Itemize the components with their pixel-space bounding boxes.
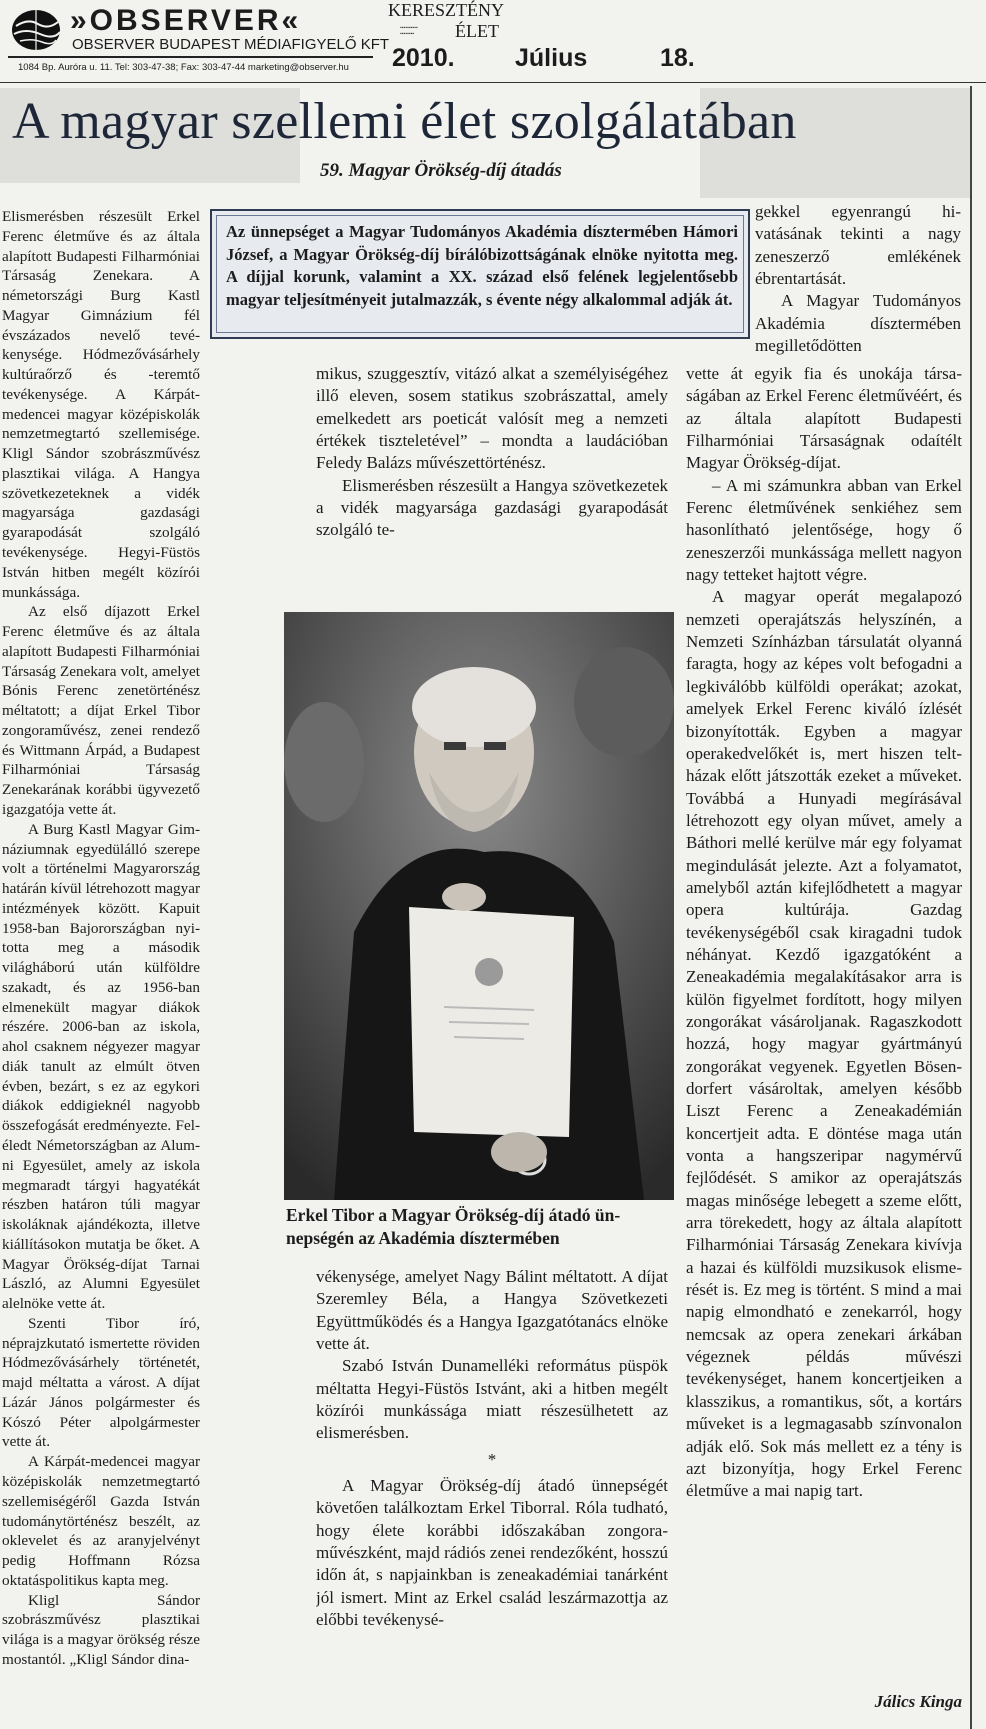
header-divider [8,56,373,58]
column-3-narrow [755,201,961,361]
column-3 [686,363,962,1685]
paragraph: A Magyar Tudományos Akadémia dísztermében megilletődötten [755,291,961,356]
observer-contact: 1084 Bp. Auróra u. 11. Tel: 303-47-38; Fax: 303-47-44 marketing@observer.hu [18,62,349,73]
lead-box [210,209,750,339]
paragraph: – A mi számunkra abban van Erkel Ferenc életművének senkiéhez sem hasonlítható jelentősége, hogy ő zeneszerzői munkássága mellett nagyon nagy tetteket hajtott végre. [686,475,962,585]
paragraph: Szabó István Dunamelléki református püspök méltatta Hegyi-Füstös Istvánt, aki a hitben megélt közírói munkássága miatt részesülhetett az elismerésben. [316,1356,668,1443]
header-rule [0,82,986,83]
right-margin-line [970,86,972,1729]
paragraph: A Kárpát-medencei magyar középiskolák nemzetmegtartó szellemiségéről Gazda István tudománytörténész beszélt, az oklevelet és az aranyjelvényt pedig Hoffmann Rózsa oktatáspolitikus kapta meg. [2,1453,200,1589]
date-month: Július [515,44,588,72]
column-2-top [316,363,668,603]
paragraph: Az első díjazott Erkel Ferenc életműve és az általa alapított Budapesti Filharmóniai Társaság Zenekara volt, amelyet Bónis Ferenc zenetörténész méltatott; a díjat Erkel Tibor zongoraművész, zenei rendező és Wittmann Árpád, a Budapest Filharmóniai Társaság Zenekarának korábbi ügyvezető igazgatója vette át. [2,603,200,818]
observer-company-name: OBSERVER BUDAPEST MÉDIAFIGYELŐ KFT [72,36,390,53]
photo-caption: Erkel Tibor a Magyar Örökség-díj átadó ünnepségén az Akadémia dísztermében [286,1205,621,1248]
article-title: A magyar szellemi élet szolgálatában [12,93,797,150]
paragraph: vette át egyik fia és unokája társaságában az Erkel Ferenc életművéért, és az általa alapított Budapesti Filharmóniai Társaságnak odaítélt Magyar Örökség-díjat. [686,364,962,473]
publication-tagline-mark: ▪▪▪▪▪▪▪▪▪▪ ▪▪▪▪▪▪▪▪ [400,26,418,37]
paragraph: A Burg Kastl Magyar Gimnáziumnak egyedülálló szerepe volt a történelmi Magyarország határán kívül létrehozott magyar intézmények között. Kapuit 1958-ban Bajorországban nyitotta meg a második világháború után külföldre szakadt, és az 1956-ban elmenekült magyar diákok részére. 2006-ban az iskola, ahol csaknem négyezer magyar diák tanult az elmúlt ötven évben, bezárt, s ez az egykori diákok eddigieknél nagyobb összefogását eredményezte. Feléledt Németországban az Alumni Egyesület, amely az iskola megmaradt tárgyi hagyatékát részben határon túli magyar iskoláknak ajándékozta, illetve kiállításokon mutatja be őket. A Magyar Örökség-díjat Tarnai László, az Alumni Egyesület alelnöke vette át. [2,820,200,1313]
paragraph: Szenti Tibor író, néprajzkutató ismertette röviden Hódmezővásárhely történetét, majd méltatta a várost. A díjat Lázár János polgármester és Kószó Péter alpolgármester vette át. [2,1314,200,1451]
author-signature: Jálics Kinga [874,1692,962,1711]
paragraph: mikus, szuggesztív, vitázó alkat a személyiségéhez illő eleven, sosem statikus szobrászattal, amely emelkedett ars poeticát valósít meg a nemzeti értékek tiszteletével” – mondta a laudációban Feledy Balázs művészettörténész. [316,364,668,473]
lead-text: Az ünnepséget a Magyar Tudományos Akadémia dísztermében Hámori József, a Magyar Örökség-díj bírálóbizottságának elnöke nyitotta meg. A díjjal korunk, valamint a XX. század első felének legjelentősebb magyar teljesítményeit jutalmazzák, s évente négy alkalommal adják át. [226,222,738,309]
publication-name-line2: ÉLET [455,21,499,41]
column-1 [2,207,200,1727]
globe-logo-icon [8,8,64,52]
observer-logo-text: »OBSERVER« [70,4,302,37]
photo-erkel-tibor [284,612,674,1200]
paragraph: Elismerésben részesült a Hangya szövetkezetek a vidék magyarsága gazdasági gyarapodását szolgáló te- [316,475,668,540]
article-subtitle: 59. Magyar Örökség-díj átadás [320,160,562,181]
date-year: 2010. [392,44,455,72]
clipping-header [0,0,986,82]
paragraph: gekkel egyenrangú hivatásának tekinti a nagy zeneszerző emlékének ébrentartását. [755,202,961,289]
paragraph: Kligl Sándor szobrászművész plasztikai világa is a magyar örökség része mostantól. „Kligl Sándor dina- [2,1591,200,1668]
photo-image [284,612,674,1200]
paragraph: A Magyar Örökség-díj átadó ünnepségét követően találkoztam Erkel Tiborral. Róla tudható, hogy élete korábbi időszakában zongoraművészként, majd rádiós zenei rendezőként, hosszú időn át, s napjainkban is zeneakadémiai tanárként jól ismert. Mint az Erkel család leszármazottja az előbbi tevékenysé- [316,1476,668,1630]
section-separator-star: * [487,1449,497,1469]
date-day: 18. [660,44,695,72]
paragraph: vékenysége, amelyet Nagy Bálint méltatott. A díjat Szeremley Béla, a Hangya Szövetkezeti Együttműködés és a Hangya Igazgatótanács elnöke vette át. [316,1267,668,1354]
publication-name-line1: KERESZTÉNY [388,0,504,20]
paragraph: A magyar operát megalapozó nemzeti operajátszás helyszínén, a Nemzeti Színházban társulatát olyanná faragta, hogy az képes volt befogadni a legkiválóbb külföldi operákat; azokat, amelyek Erkel Ferenc kiváló ízlését bizonyították. Egyben a magyar operakedvelőkét is, mert hiszen teltházak előtt játszották ezeket a műveket. Továbbá a Hunyadi megírásával létrehozott egy olyan művet, amely a Báthori mellé kerülve már egy folyamat megindulását jelezte. Azt a folyamatot, amelyből aztán kifejlődhetett a magyar opera kultúrája. Gazdag tevékenységéből csak kiragadni tudok néhányat. Kezdő igazgatóként a Zeneakadémia megalakításakor arra is külön figyelmet fordított, hogy milyen zongorákat vásároljanak. Ragaszkodott hozzá, hogy magyar gyártmányú zongorákat vegyenek. Egyetlen Bösendorfert vásároltak, amelyen később Liszt Ferenc a Zeneakadémián koncertjeit adta. E döntése maga után vonta a hangszeripar nagymérvű fejlődését. S amikor az operajátszás magas minősége lebegett a szeme előtt, arra törekedett, hogy az általa alapított Filharmóniai Társaság Zenekara kivívja a hazai és külföldi muzsikusok elismerését is. Ez meg is történt. S mind a mai napig elmondható e zenekarról, hogy nemcsak az opera zenekari árkában végeznek példás művészi tevékenységet, hanem koncertjeiken a klasszikus, a romantikus, sőt, a kortárs műveket is a legmagasabb színvonalon adják elő. Sok más mellett ez a tény is azt bizonyítja, hogy Erkel Ferenc életműve a mai napig tart. [686,587,962,1501]
column-2-bottom [316,1266,668,1728]
paragraph: Elismerésben részesült Erkel Ferenc életműve és az általa alapított Budapesti Filharmóniai Társaság Zenekara. A németországi Burg Kastl Magyar Gimnázium fél évszázados nevelő tevékenysége. Hódmezővásárhely kultúraőrző és -teremtő tevékenysége. A Kárpát-medencei magyar középiskolák nemzetmegtartó szellemisége. Kligl Sándor szobrászművész plasztikai világa. A Hangya szövetkezeteknek a vidék magyarsága gazdasági gyarapodását szolgáló tevékenysége. Hegyi-Füstös István hitben megélt közírói munkássága. [2,208,200,601]
column-1-body [2,207,200,1670]
